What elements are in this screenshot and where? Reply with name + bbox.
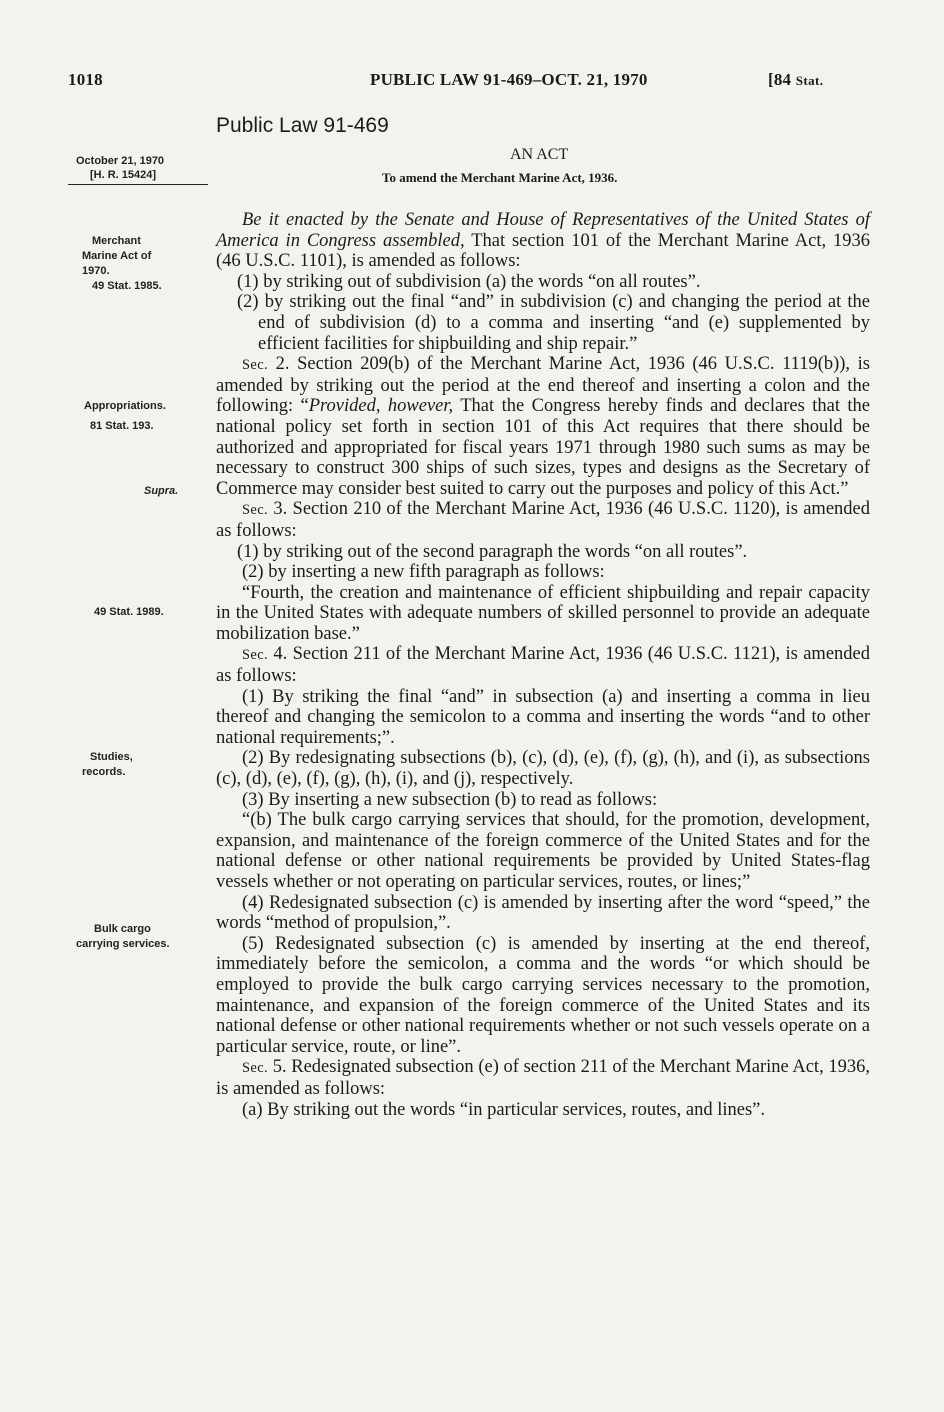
margin-studies-2: records. [82,766,126,778]
sec1-item1: (1) by striking out of subdivision (a) the words “on all routes”. [237,271,701,292]
sec4-item2: (2) By redesignating subsections (b), (c), (d), (e), (f), (g), (h), and (i), as subsections (c), (d), (e), (f), (g), (h), (i), and (j), respectively. [216,748,870,790]
sec3-item2: (2) by inserting a new fifth paragraph as follows: [242,562,605,583]
sec4-item4: (4) Redesignated subsection (c) is amended by inserting after the word “speed,” the words “method of propulsion,”. [216,892,870,934]
margin-supra: Supra. [144,485,179,497]
sec5-text: 5. Redesignated subsection (e) of section 211 of the Merchant Marine Act, 1936, is amended as follows: [216,1057,870,1099]
sec5-item-a: (a) By striking out the words “in particular services, routes, and lines”. [242,1099,765,1120]
margin-stat-1989: 49 Stat. 1989. [94,606,164,618]
act-purpose: To amend the Merchant Marine Act, 1936. [382,170,618,185]
page-number: 1018 [68,70,103,89]
section-5 [216,1057,870,1099]
margin-bulk-2: carrying services. [76,938,170,950]
sec-label: Sec. [242,1060,269,1077]
sec-label: Sec. [242,357,269,374]
section-3 [216,499,870,541]
statute-body [216,210,870,1120]
sec4-item3: (3) By inserting a new subsection (b) to read as follows: [242,789,658,810]
margin-merchant-1: Merchant [92,235,141,247]
enacting-formula: Be it enacted by the Senate and House of Representatives of the United States of America in Congress assembled, [216,210,870,251]
public-law-title: Public Law 91-469 [216,114,389,137]
stat-bracket: [84 [768,70,796,89]
margin-stat-1985: 49 Stat. 1985. [92,280,162,292]
sec1-item2: (2) by striking out the final “and” in subdivision (c) and changing the period at the end of subdivision (d) to a comma and inserting “and (e) supplemented by efficient facilities for shipbuilding and ship repair.” [237,292,870,354]
margin-appropriations: Appropriations. [84,400,166,412]
running-title: PUBLIC LAW 91-469–OCT. 21, 1970 [370,70,648,89]
sec4-item3-b: “(b) The bulk cargo carrying services that should, for the promotion, development, expansion, and maintenance of the foreign commerce of the United States and for the national defense or other national requirements be provided by United States-flag vessels whether or not operating on particular services, routes, or lines;” [216,810,870,892]
margin-rule [68,184,208,185]
margin-studies-1: Studies, [90,751,133,763]
sec3-fourth: “Fourth, the creation and maintenance of efficient shipbuilding and repair capacity in the United States with adequate numbers of skilled personnel to provide an adequate mobilization base.” [216,582,870,644]
stat-label: Stat. [795,73,824,88]
section-4 [216,644,870,686]
sec2-proviso: Provided, however, [308,396,454,417]
enacting-text: That section 101 of the Merchant Marine Act, 1936 (46 U.S.C. 1101), is amended as follows: [216,230,870,272]
sec4-item1: (1) By striking the final “and” in subsection (a) and inserting a comma in lieu thereof and changing the semicolon to a comma and inserting the words “and to other national requirements;”. [216,686,870,748]
margin-bill-number: [H. R. 15424] [90,169,157,181]
sec4-text: 4. Section 211 of the Merchant Marine Act, 1936 (46 U.S.C. 1121), is amended as follows: [216,644,870,687]
sec4-item5: (5) Redesignated subsection (c) is amended by inserting at the end thereof, immediately before the semicolon, a comma and the words “or which should be employed to provide the bulk cargo carrying services necessary to the promotion, maintenance, and expansion of the foreign commerce of the United States and its national defense or other national requirements whether or not such vessels operate on a particular service, route, or line”. [216,933,870,1057]
sec2-text-b: That the Congress hereby finds and declares that the national policy set forth in section 101 of this Act requires that there should be authorized and appropriated for fiscal years 1971 through 1980 such sums as may be necessary to construct 300 ships of such sizes, types and designs as the Secretary of Commerce may consider best suited to carry out the purposes and policy of this Act.” [216,396,871,499]
enacting-clause [216,210,870,272]
sec-label: Sec. [242,647,269,664]
margin-stat-193: 81 Stat. 193. [90,420,154,432]
sec-label: Sec. [242,502,269,519]
margin-bulk-1: Bulk cargo [94,923,151,935]
margin-merchant-3: 1970. [82,265,110,277]
margin-date: October 21, 1970 [76,155,165,167]
margin-merchant-2: Marine Act of [82,250,152,262]
section-2 [216,354,870,499]
act-heading: AN ACT [510,146,569,163]
stat-volume [768,70,823,90]
sec3-text: 3. Section 210 of the Merchant Marine Act, 1936 (46 U.S.C. 1120), is amended as follows: [216,499,870,541]
sec2-text-a: 2. Section 209(b) of the Merchant Marine Act, 1936 (46 U.S.C. 1119(b)), is amended by striking out the period at the end thereof and inserting a colon and the following: “ [216,354,870,417]
sec3-item1: (1) by striking out of the second paragraph the words “on all routes”. [237,541,748,562]
